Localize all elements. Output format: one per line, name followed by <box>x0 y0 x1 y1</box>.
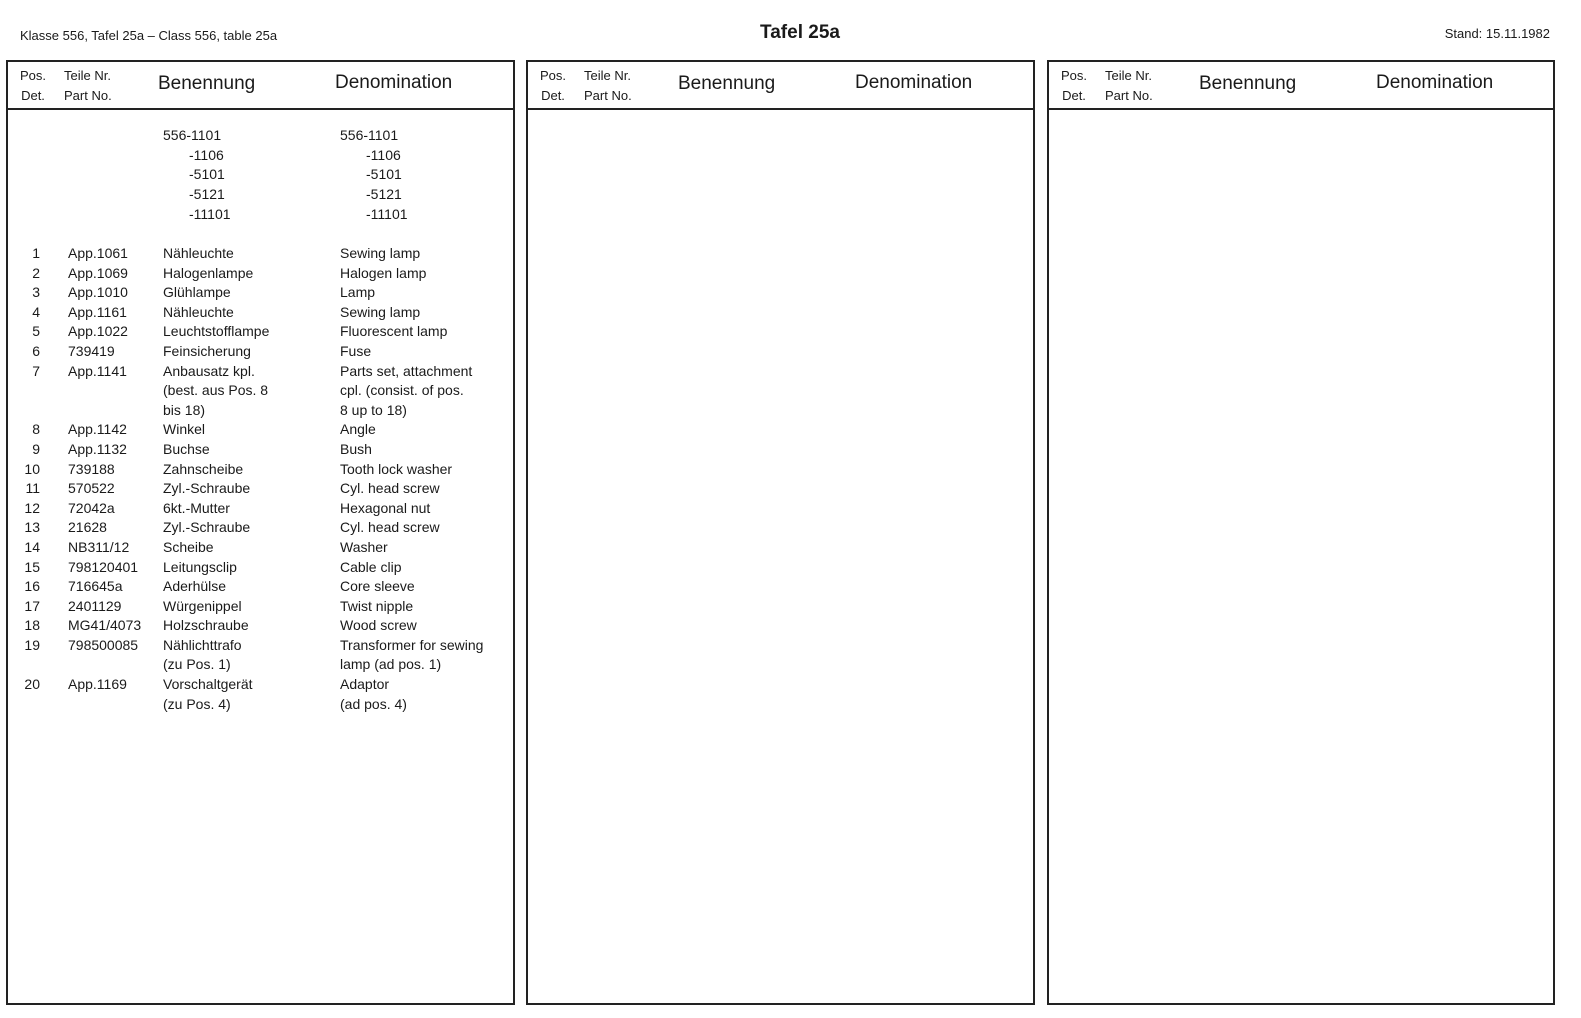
denomination-cell: Sewing lamp <box>340 245 421 261</box>
part-number: 798120401 <box>68 558 139 575</box>
model-number: -11101 <box>189 205 231 222</box>
pos-number: 19 <box>24 636 40 653</box>
model-number: 556-1101 <box>340 127 399 143</box>
benennung-cell: Buchse <box>163 440 210 457</box>
benennung-cell: Winkel <box>163 421 206 438</box>
parts-table-panel-1 <box>6 60 515 1005</box>
pos-number: 10 <box>24 460 40 477</box>
pos-number: 15 <box>24 558 40 575</box>
part-number: 21628 <box>68 519 107 536</box>
denomination-cell: Core sleeve <box>340 578 415 595</box>
col-part-header: Teile Nr. Part No. <box>64 68 112 103</box>
model-number: -1106 <box>189 146 224 163</box>
pos-number: 11 <box>25 480 40 497</box>
denomination-cell: Cyl. head screw <box>340 519 440 536</box>
part-number: MG41/4073 <box>68 617 142 634</box>
denomination-cell: Wood screw <box>340 617 417 634</box>
benennung-cell: Würgenippel <box>163 597 242 614</box>
table-row <box>8 362 513 421</box>
pos-number: 8 <box>32 421 40 438</box>
part-number: App.1142 <box>68 421 127 438</box>
table-row <box>8 616 513 636</box>
table-row <box>8 420 513 440</box>
pos-number: 18 <box>24 617 40 634</box>
pos-number: 1 <box>32 245 40 261</box>
model-number: -1106 <box>366 146 401 163</box>
denomination-cell: Adaptor (ad pos. 4) <box>340 676 407 712</box>
pos-number: 2 <box>32 264 40 281</box>
part-number: App.1132 <box>68 440 127 457</box>
col-pos-header: Pos. Det. <box>1060 68 1087 103</box>
part-number: App.1069 <box>68 264 128 281</box>
denomination-cell: Halogen lamp <box>340 264 427 281</box>
part-number: NB311/12 <box>68 538 130 555</box>
benennung-cell: Zyl.-Schraube <box>163 519 251 536</box>
pos-number: 6 <box>32 342 40 359</box>
pos-number: 14 <box>24 538 40 555</box>
revision-date: Stand: 15.11.1982 <box>1444 26 1550 41</box>
part-number: 72042a <box>68 499 115 516</box>
parts-table-panel-3 <box>1047 60 1555 1005</box>
col-part-header: Teile Nr. Part No. <box>584 68 632 103</box>
denomination-cell: Cyl. head screw <box>340 480 440 497</box>
benennung-cell: Zyl.-Schraube <box>163 480 251 497</box>
pos-number: 9 <box>32 440 40 457</box>
benennung-cell: Halogenlampe <box>163 264 254 281</box>
denomination-cell: Washer <box>340 538 388 555</box>
benennung-cell: Nähleuchte <box>163 303 234 320</box>
denomination-cell: Lamp <box>340 284 376 301</box>
part-number: 716645a <box>68 578 123 595</box>
col-benennung-header: Benennung <box>678 73 776 94</box>
col-pos-header: Pos. Det. <box>19 68 46 103</box>
model-number: -5101 <box>189 166 225 183</box>
table-row <box>8 518 513 538</box>
denomination-cell: Sewing lamp <box>340 303 421 320</box>
table-row <box>8 636 513 675</box>
denomination-cell: Angle <box>340 421 376 438</box>
pos-number: 17 <box>24 597 40 614</box>
part-number: 570522 <box>68 480 115 497</box>
benennung-cell: Nählichttrafo (zu Pos. 1) <box>163 636 242 673</box>
benennung-cell: Aderhülse <box>163 578 227 595</box>
denomination-cell: Fuse <box>340 342 372 359</box>
col-denomination-header: Denomination <box>1376 72 1494 93</box>
benennung-cell: Zahnscheibe <box>163 460 244 477</box>
part-number: 739419 <box>68 342 115 359</box>
denomination-cell: Parts set, attachment cpl. (consist. of pos. 8 up to 18) <box>340 362 473 418</box>
pos-number: 13 <box>24 519 40 536</box>
benennung-cell: Nähleuchte <box>163 245 234 261</box>
part-number: App.1061 <box>68 245 128 261</box>
denomination-cell: Cable clip <box>340 558 402 575</box>
table-row <box>8 499 513 519</box>
pos-number: 12 <box>24 499 40 516</box>
part-number: 739188 <box>68 460 115 477</box>
benennung-cell: Vorschaltgerät (zu Pos. 4) <box>163 676 253 712</box>
pos-number: 7 <box>32 362 40 379</box>
table-header <box>1049 62 1553 110</box>
part-number: App.1169 <box>68 676 127 693</box>
table-row <box>8 538 513 558</box>
benennung-cell: Anbausatz kpl. (best. aus Pos. 8 bis 18) <box>163 362 269 418</box>
col-denomination-header: Denomination <box>335 72 453 93</box>
benennung-cell: Leuchtstofflampe <box>163 323 270 340</box>
denomination-cell: Fluorescent lamp <box>340 323 448 340</box>
model-number: -5121 <box>366 186 402 203</box>
model-number: -11101 <box>366 205 408 222</box>
denomination-cell: Twist nipple <box>340 597 414 614</box>
page-title: Tafel 25a <box>760 22 840 43</box>
part-number: App.1161 <box>68 303 127 320</box>
benennung-cell: Glühlampe <box>163 284 231 301</box>
table-row <box>8 675 513 714</box>
table-row <box>8 264 513 284</box>
col-denomination-header: Denomination <box>855 72 973 93</box>
col-benennung-header: Benennung <box>1199 73 1297 94</box>
table-row <box>8 597 513 617</box>
benennung-cell: Feinsicherung <box>163 342 251 359</box>
part-number: 798500085 <box>68 636 139 653</box>
pos-number: 20 <box>24 676 40 693</box>
col-pos-header: Pos. Det. <box>539 68 566 103</box>
header-class-table: Klasse 556, Tafel 25a – Class 556, table 25a <box>20 28 278 43</box>
table-row <box>8 322 513 342</box>
benennung-cell: Scheibe <box>163 538 214 555</box>
benennung-cell: 6kt.-Mutter <box>163 499 230 516</box>
benennung-cell: Leitungsclip <box>163 558 237 575</box>
table-row <box>8 440 513 460</box>
table-row <box>8 577 513 597</box>
part-number: App.1010 <box>68 284 128 301</box>
col-benennung-header: Benennung <box>158 73 256 94</box>
part-number: App.1141 <box>68 362 127 379</box>
table-row <box>8 460 513 480</box>
table-header <box>528 62 1033 110</box>
denomination-cell: Hexagonal nut <box>340 499 431 516</box>
table-row <box>8 303 513 323</box>
table-row <box>8 244 513 264</box>
table-row <box>8 283 513 303</box>
part-number: App.1022 <box>68 323 128 340</box>
part-number: 2401129 <box>68 597 122 614</box>
model-number: -5101 <box>366 166 402 183</box>
pos-number: 4 <box>32 303 40 320</box>
denomination-cell: Transformer for sewing lamp (ad pos. 1) <box>340 636 484 673</box>
pos-number: 3 <box>32 284 40 301</box>
denomination-cell: Bush <box>340 440 372 457</box>
table-row <box>8 342 513 362</box>
col-part-header: Teile Nr. Part No. <box>1105 68 1153 103</box>
table-row <box>8 479 513 499</box>
denomination-cell: Tooth lock washer <box>340 460 453 477</box>
model-number: -5121 <box>189 186 225 203</box>
parts-list <box>8 244 513 714</box>
pos-number: 16 <box>24 578 40 595</box>
parts-table-panel-2 <box>526 60 1035 1005</box>
benennung-cell: Holzschraube <box>163 617 249 634</box>
model-number: 556-1101 <box>163 127 222 143</box>
pos-number: 5 <box>32 323 40 340</box>
table-header <box>8 62 513 110</box>
table-row <box>8 558 513 578</box>
